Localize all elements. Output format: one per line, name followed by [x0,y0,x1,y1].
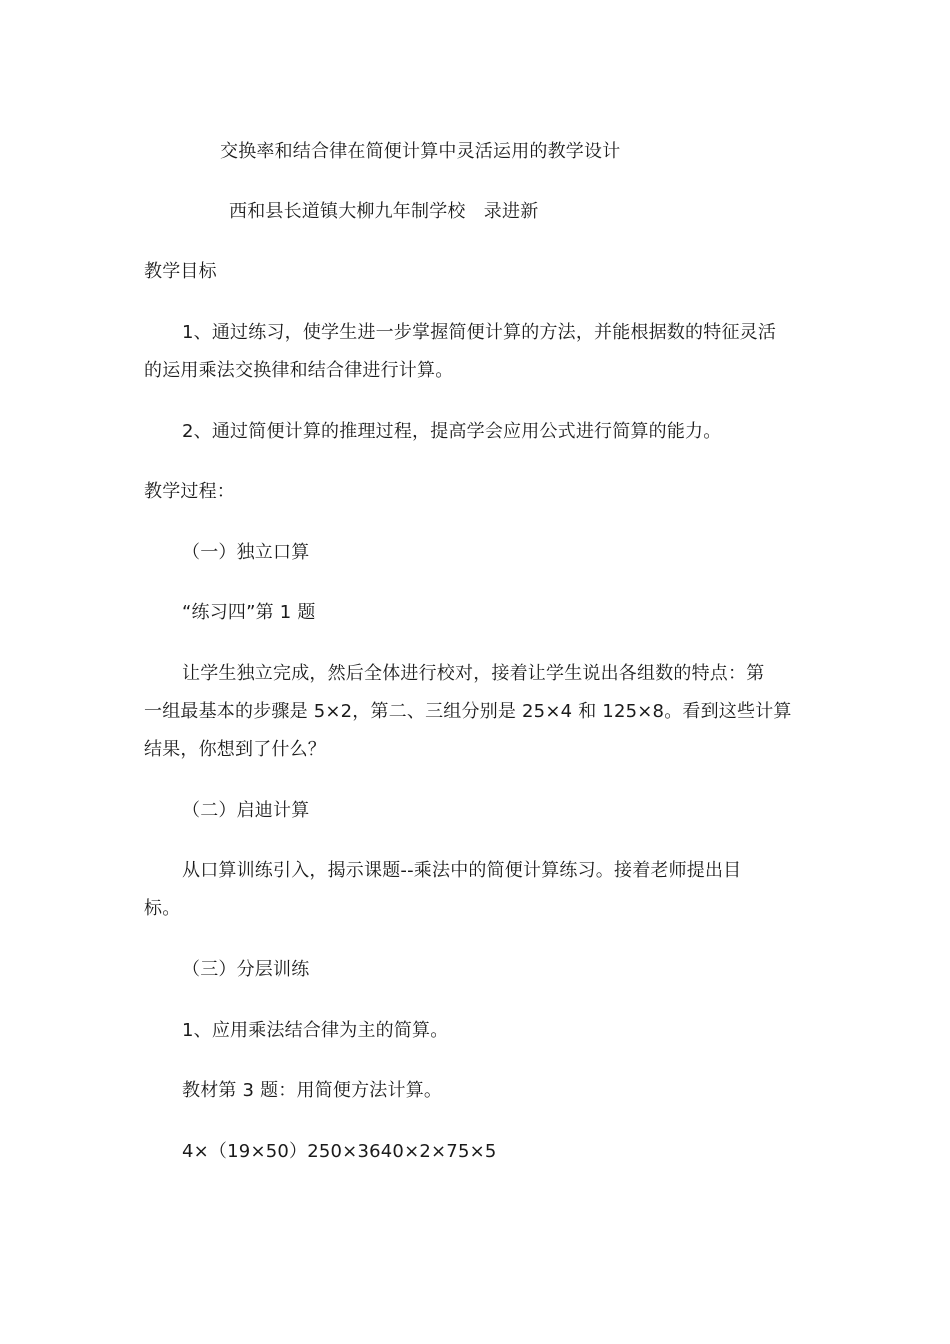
document-title: 交换率和结合律在简便计算中灵活运用的教学设计 [220,141,621,162]
step-1-paragraph-line-3: 结果，你想到了什么？ [144,739,326,760]
step-3-problems: 4×（19×50）250×3640×2×75×5 [182,1141,497,1162]
step-3-textbook-reference: 教材第 3 题：用简便方法计算。 [182,1080,443,1101]
step-2-paragraph-line-1: 从口算训练引入，揭示课题--乘法中的简便计算练习。接着老师提出目 [182,860,742,881]
step-1-paragraph-line-1: 让学生独立完成，然后全体进行校对，接着让学生说出各组数的特点：第 [182,663,765,684]
document-byline: 西和县长道镇大柳九年制学校 录进新 [229,201,539,222]
section-heading-process: 教学过程： [144,481,235,502]
goal-1-line-1: 1、通过练习，使学生进一步掌握简便计算的方法，并能根据数的特征灵活 [182,322,777,343]
step-1-heading: （一）独立口算 [182,542,310,563]
section-heading-goals: 教学目标 [144,261,217,282]
goal-1-line-2: 的运用乘法交换律和结合律进行计算。 [144,360,454,381]
step-1-paragraph-line-2: 一组最基本的步骤是 5×2，第二、三组分别是 25×4 和 125×8。看到这些计算 [144,701,792,722]
step-2-heading: （二）启迪计算 [182,800,310,821]
step-1-exercise: “练习四”第 1 题 [182,602,316,623]
goal-2: 2、通过简便计算的推理过程，提高学会应用公式进行简算的能力。 [182,421,722,442]
step-3-heading: （三）分层训练 [182,959,310,980]
step-2-paragraph-line-2: 标。 [144,898,181,919]
step-3-item-1: 1、应用乘法结合律为主的简算。 [182,1020,449,1041]
